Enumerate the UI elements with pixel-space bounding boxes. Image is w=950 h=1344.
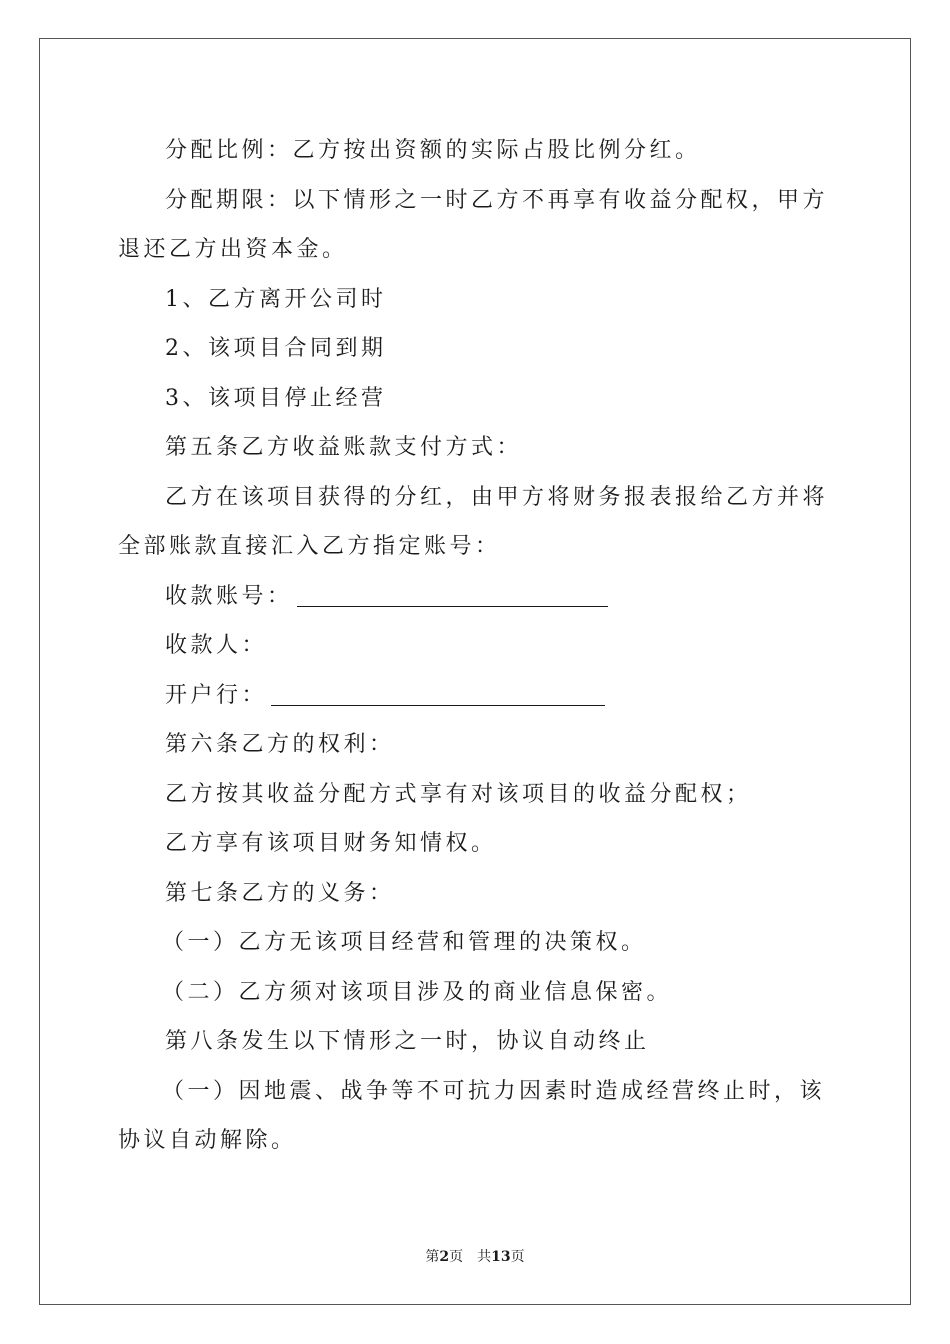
total-suffix: 页 <box>510 1249 525 1265</box>
list-item: （二）乙方须对该项目涉及的商业信息保密。 <box>162 979 673 1005</box>
bank-label: 开户行： <box>165 682 268 708</box>
payee-line: 收款人： <box>165 633 268 658</box>
total-prefix: 共 <box>477 1249 492 1265</box>
paragraph-payment-method: 乙方在该项目获得的分红，由甲方将财务报表报给乙方并将全部账款直接汇入乙方指定账号： <box>118 484 829 559</box>
account-number-line <box>118 572 834 622</box>
document-body <box>118 126 834 1166</box>
page-footer <box>0 1246 950 1266</box>
page-prefix: 第 <box>425 1249 440 1265</box>
article-six-heading: 第六条乙方的权利： <box>165 732 395 757</box>
paragraph-distribution-period: 分配期限：以下情形之一时乙方不再享有收益分配权，甲方退还乙方出资本金。 <box>118 187 829 262</box>
page-current: 2 <box>439 1249 450 1265</box>
account-number-blank[interactable] <box>297 584 608 607</box>
article-five-heading: 第五条乙方收益账款支付方式： <box>165 435 523 460</box>
article-seven-heading: 第七条乙方的义务： <box>165 880 395 906</box>
paragraph-right-financial: 乙方享有该项目财务知情权。 <box>165 831 497 856</box>
bank-line <box>118 671 834 721</box>
bank-blank[interactable] <box>271 683 605 706</box>
account-number-label: 收款账号： <box>165 583 293 609</box>
paragraph-right-distribution: 乙方按其收益分配方式享有对该项目的收益分配权； <box>165 781 752 807</box>
list-item: 2、该项目合同到期 <box>165 336 387 361</box>
paragraph-force-majeure: （一）因地震、战争等不可抗力因素时造成经营终止时，该协议自动解除。 <box>118 1078 826 1153</box>
page-total: 13 <box>491 1249 511 1265</box>
list-item: 3、该项目停止经营 <box>165 385 387 411</box>
page-suffix: 页 <box>449 1249 464 1265</box>
list-item: （一）乙方无该项目经营和管理的决策权。 <box>162 930 647 955</box>
paragraph-distribution-ratio: 分配比例：乙方按出资额的实际占股比例分红。 <box>165 138 701 163</box>
article-eight-heading: 第八条发生以下情形之一时，协议自动终止 <box>165 1029 650 1054</box>
list-item: 1、乙方离开公司时 <box>165 286 387 312</box>
